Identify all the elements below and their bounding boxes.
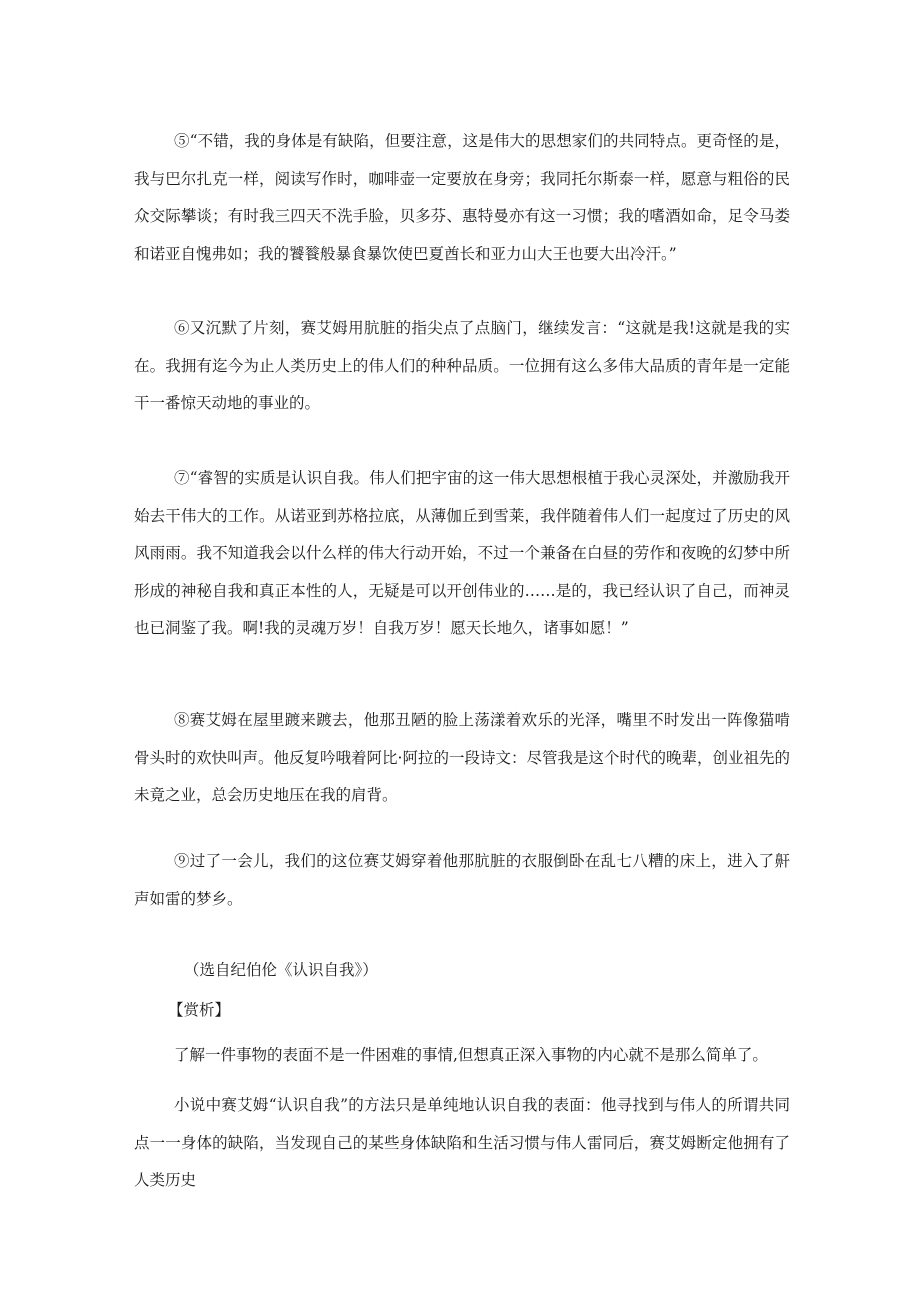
paragraph-7: ⑦“睿智的实质是认识自我。伟人们把宇宙的这一伟大思想根植于我心灵深处，并激励我开始去干伟大的工作。从诺亚到苏格拉底，从薄伽丘到雪莱，我伴随着伟人们一起度过了历史的风风雨雨。我不知道我会以什么样的伟大行动开始，不过一个兼备在白昼的劳作和夜晚的幻梦中所形成的神秘自我和真正本性的人，无疑是可以开创伟业的……是的，我已经认识了自己，而神灵也已洞鉴了我。啊!我的灵魂万岁！自我万岁！愿天长地久，诸事如愿！”	[134, 469, 790, 637]
analysis-paragraph-2: 小说中赛艾姆“认识自我”的方法只是单纯地认识自我的表面：他寻找到与伟人的所谓共同点一一身体的缺陷，当发现自己的某些身体缺陷和生活习惯与伟人雷同后，赛艾姆断定他拥有了人类历史	[134, 1096, 790, 1189]
analysis-heading: 【赏析】	[168, 1001, 231, 1019]
paragraph-9: ⑨过了一会儿，我们的这位赛艾姆穿着他那肮脏的衣服倒卧在乱七八糟的床上，进入了鼾声如雷的梦乡。	[134, 852, 790, 908]
paragraph-5: ⑤“不错，我的身体是有缺陷，但要注意，这是伟大的思想家们的共同特点。更奇怪的是，我与巴尔扎克一样，阅读写作时，咖啡壶一定要放在身旁；我同托尔斯泰一样，愿意与粗俗的民众交际攀谈；有时我三四天不洗手脸，贝多芬、惠特曼亦有这一习惯；我的嗜酒如命，足令马娄和诺亚自愧弗如；我的饕餮般暴食暴饮使巴夏酋长和亚力山大王也要大出冷汗。”	[134, 132, 790, 263]
analysis-paragraph-1: 了解一件事物的表面不是一件困难的事情,但想真正深入事物的内心就不是那么简单了。	[174, 1046, 768, 1064]
source-citation: （选自纪伯伦《认识自我》）	[184, 961, 378, 979]
paragraph-8: ⑧赛艾姆在屋里踱来踱去，他那丑陋的脸上荡漾着欢乐的光泽，嘴里不时发出一阵像猫啃骨头时的欢快叫声。他反复吟哦着阿比·阿拉的一段诗文：尽管我是这个时代的晚辈，创业祖先的未竟之业，总会历史地压在我的肩背。	[134, 711, 790, 804]
paragraph-6: ⑥又沉默了片刻，赛艾姆用肮脏的指尖点了点脑门，继续发言：“这就是我!这就是我的实在。我拥有迄今为止人类历史上的伟人们的种种品质。一位拥有这么多伟大品质的青年是一定能干一番惊天动地的事业的。	[134, 319, 790, 412]
